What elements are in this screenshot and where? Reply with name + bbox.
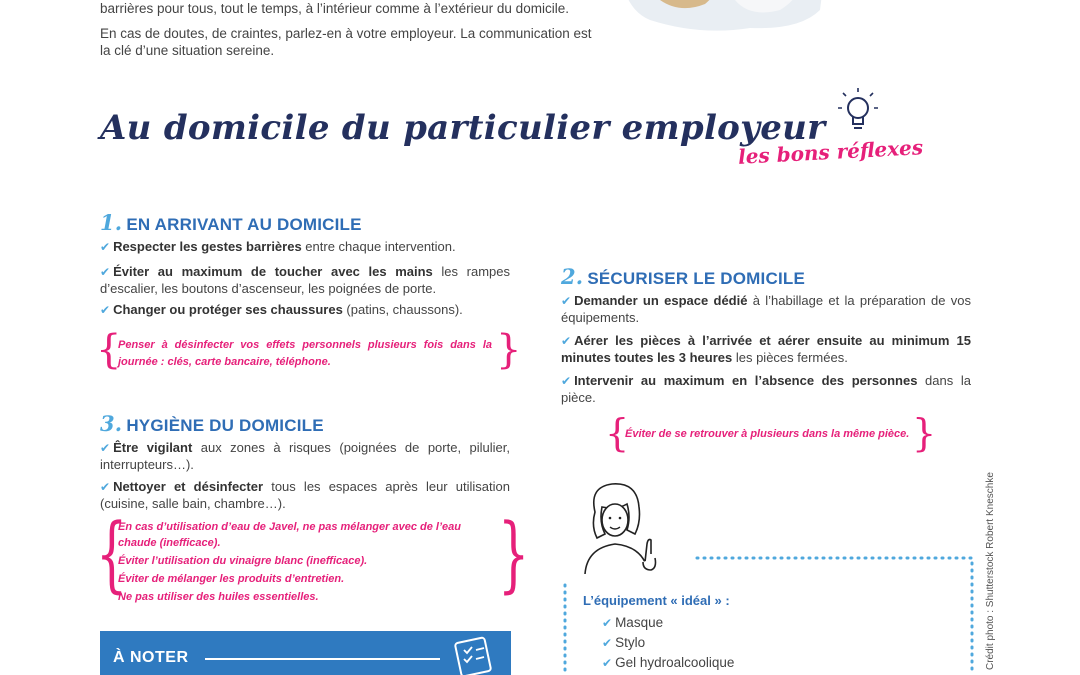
right-brace: } (498, 507, 530, 602)
note-line: Éviter de mélanger les produits d’entretien. (118, 573, 345, 585)
lightbulb-icon (838, 88, 884, 138)
section-3-number: 3. (100, 411, 123, 436)
check-icon: ✔ (602, 636, 613, 650)
list-item: ✔ Nettoyer et désinfecter tous les espaces après leur utilisation (cuisine, salle bain, chambre…). (100, 479, 510, 511)
section-1-title (100, 210, 362, 235)
list-item: ✔ Intervenir au maximum en l’absence des personnes dans la pièce. (561, 373, 971, 405)
right-brace: } (912, 411, 937, 455)
a-noter-label: À NOTER (113, 649, 189, 666)
note-text: Éviter de se retrouver à plusieurs dans la même pièce. (625, 428, 910, 440)
section-2-title-text: SÉCURISER LE DOMICILE (587, 269, 805, 288)
list-item: ✔ Éviter au maximum de toucher avec les mains les rampes d’escalier, les boutons d’ascenseur, les poignées de porte. (100, 264, 510, 296)
check-icon: ✔ (100, 441, 111, 455)
note-line: Éviter l’utilisation du vinaigre blanc (inefficace). (118, 555, 368, 567)
list-item: ✔ Respecter les gestes barrières entre chaque intervention. (100, 239, 456, 254)
list-item: ✔ Gel hydroalcoolique (602, 655, 735, 670)
note-text: Penser à désinfecter vos effets personnels plusieurs fois dans la journée : clés, carte bancaire, téléphone. (118, 339, 492, 368)
equipment-title: L’équipement « idéal » : (583, 593, 730, 608)
check-icon: ✔ (561, 334, 572, 348)
intro-line: barrières pour tous, tout le temps, à l’intérieur comme à l’extérieur du domicile. (100, 1, 569, 16)
section-2-title (561, 264, 805, 289)
page-title: Au domicile du particulier employeur (100, 108, 826, 148)
list-item: ✔ Être vigilant aux zones à risques (poignées de porte, pilulier, interrupteurs…). (100, 440, 510, 472)
check-icon: ✔ (100, 265, 111, 279)
note-line: Ne pas utiliser des huiles essentielles. (118, 591, 319, 603)
left-brace: { (605, 411, 630, 455)
list-item: ✔ Stylo (602, 635, 646, 650)
check-icon: ✔ (561, 374, 572, 388)
section-1-number: 1. (100, 210, 123, 235)
list-item: ✔ Masque (602, 615, 664, 630)
left-brace: { (96, 507, 128, 602)
intro-paragraph: En cas de doutes, de craintes, parlez-en à votre employeur. La communication est la clé d’une situation sereine. (100, 26, 592, 58)
divider (205, 658, 440, 660)
note-line: En cas d’utilisation d’eau de Javel, ne pas mélanger avec de l’eau chaude (inefficace). (118, 521, 461, 549)
check-icon: ✔ (100, 240, 111, 254)
check-icon: ✔ (602, 616, 613, 630)
header-photo (610, 0, 830, 60)
check-icon: ✔ (100, 303, 111, 317)
photo-credit: Crédit photo : Shutterstock Robert Kneschke (985, 472, 996, 670)
note-list (118, 519, 493, 605)
section-2-number: 2. (561, 264, 584, 289)
section-3-title-text: HYGIÈNE DU DOMICILE (126, 416, 324, 435)
list-item: ✔ Demander un espace dédié à l’habillage et la préparation de vos équipements. (561, 293, 971, 325)
right-brace: } (496, 327, 522, 373)
section-3-title (100, 411, 324, 436)
clipboard-icon (452, 636, 498, 675)
section-1-title-text: EN ARRIVANT AU DOMICILE (126, 215, 362, 234)
check-icon: ✔ (602, 656, 613, 670)
list-item: ✔ Aérer les pièces à l’arrivée et aérer ensuite au minimum 15 minutes toutes les 3 heures les pièces fermées. (561, 333, 971, 365)
page-subtitle: les bons réflexes (737, 135, 924, 169)
check-icon: ✔ (561, 294, 572, 308)
list-item: ✔ Changer ou protéger ses chaussures (patins, chaussons). (100, 302, 463, 317)
check-icon: ✔ (100, 480, 111, 494)
left-brace: { (96, 327, 122, 373)
